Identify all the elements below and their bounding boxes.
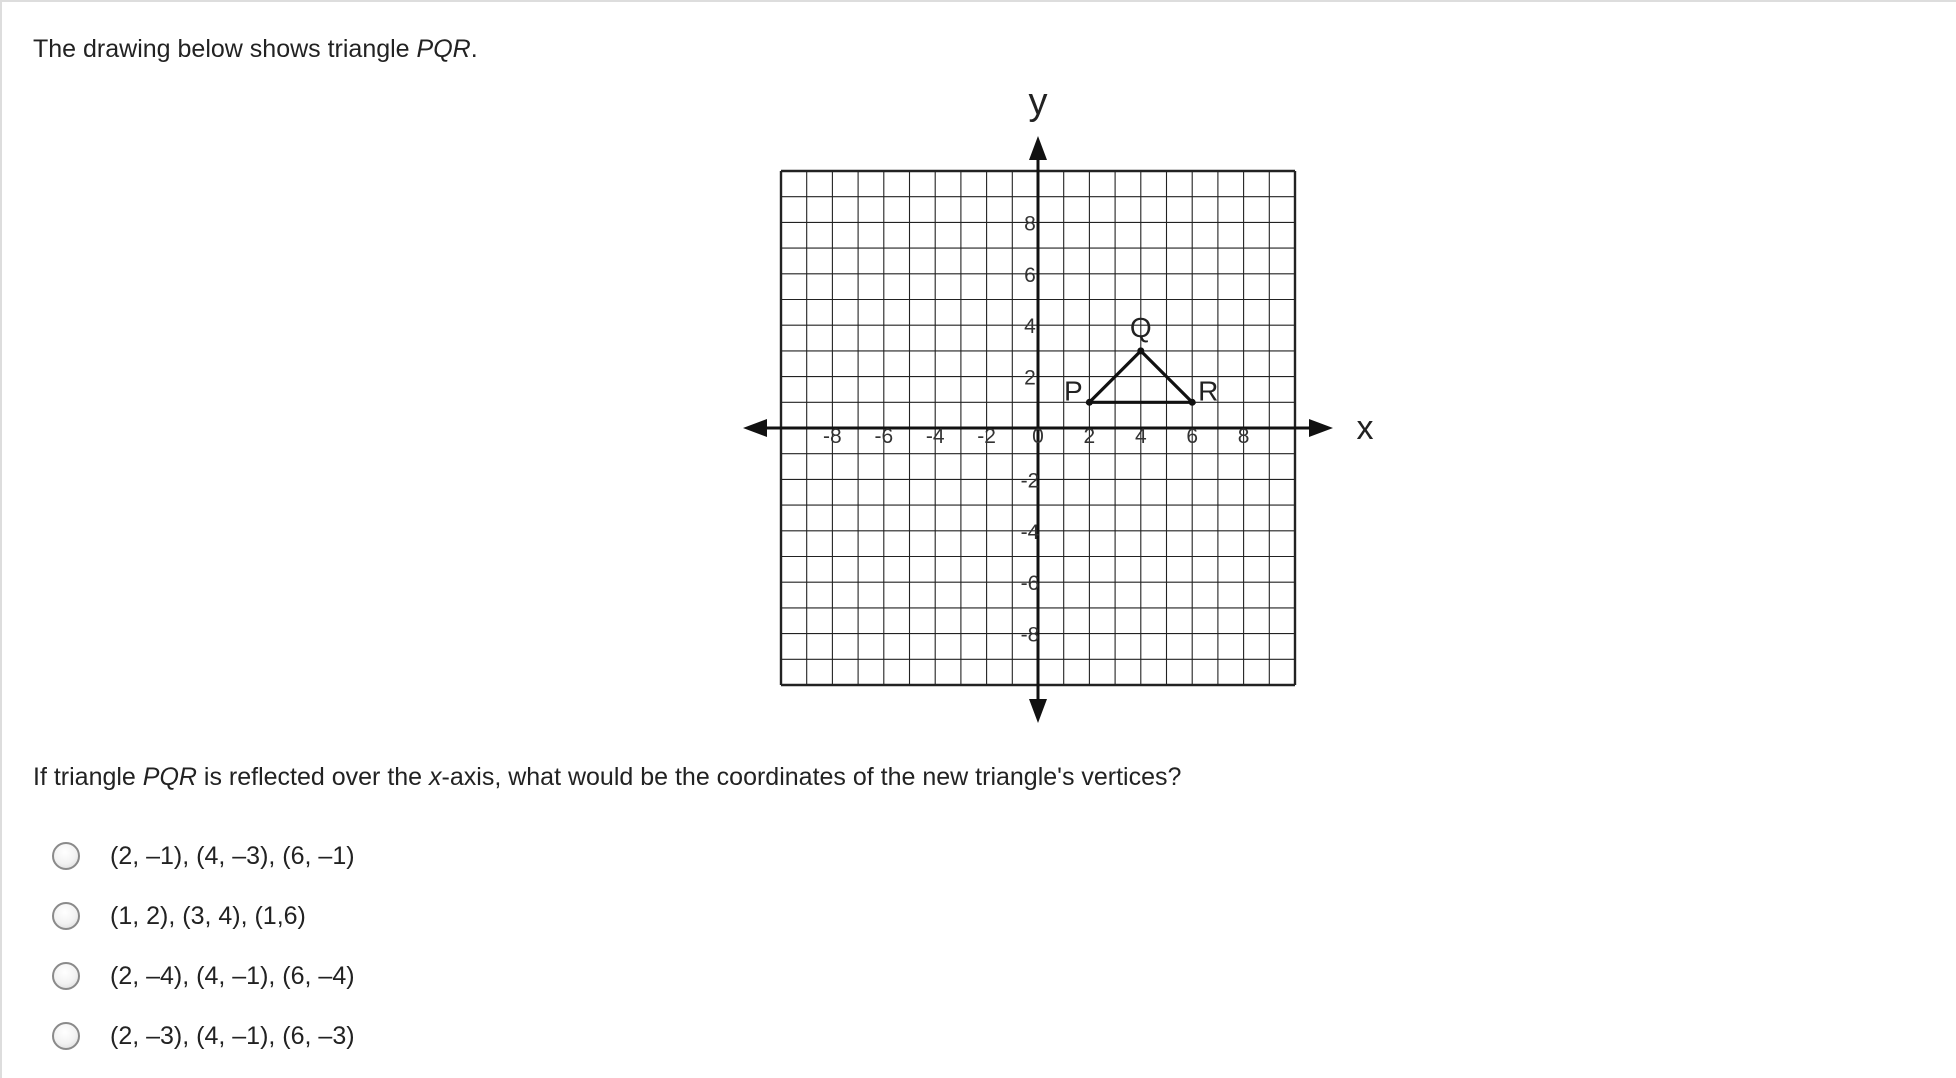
answer-option-label: (2, –3), (4, –1), (6, –3)	[110, 1022, 355, 1050]
x-tick-label: 8	[1237, 425, 1250, 448]
question-axis-name: x	[429, 763, 442, 791]
x-tick-label: 0	[1032, 425, 1044, 448]
x-tick-label: -8	[823, 425, 842, 448]
answer-option-label: (2, –1), (4, –3), (6, –1)	[110, 842, 355, 870]
x-tick-label: 2	[1083, 425, 1096, 448]
y-axis-up-arrow-icon	[1029, 136, 1047, 160]
question-part2: is reflected over the	[196, 763, 430, 791]
x-axis-left-arrow-icon	[743, 419, 767, 437]
answer-options	[52, 826, 355, 1066]
radio-button-1[interactable]	[52, 842, 80, 870]
question-text	[33, 760, 1181, 794]
y-tick-label: -4	[1020, 520, 1040, 544]
question-part3: -axis, what would be the coordinates of the new triangle's vertices?	[441, 763, 1182, 791]
x-tick-label: -6	[874, 425, 894, 448]
vertex-label-r: R	[1198, 375, 1219, 407]
answer-option-1[interactable]	[52, 826, 355, 886]
y-tick-label: 2	[1024, 366, 1036, 390]
vertex-label-p: P	[1064, 375, 1083, 407]
question-triangle-name: PQR	[142, 763, 197, 791]
vertex-point-p	[1086, 399, 1093, 406]
x-tick-label: -4	[925, 425, 945, 448]
y-axis-label: y	[1028, 81, 1048, 123]
x-tick-label: 6	[1186, 425, 1199, 448]
radio-button-3[interactable]	[52, 962, 80, 990]
answer-option-3[interactable]	[52, 946, 355, 1006]
y-tick-label: -6	[1020, 572, 1040, 596]
answer-option-label: (1, 2), (3, 4), (1,6)	[110, 902, 306, 930]
prompt-before: The drawing below shows triangle	[33, 35, 417, 63]
answer-option-2[interactable]	[52, 886, 355, 946]
y-tick-label: 4	[1024, 315, 1036, 339]
tick-labels	[823, 212, 1249, 646]
vertex-point-r	[1189, 399, 1196, 406]
question-part1: If triangle	[33, 763, 143, 791]
radio-button-4[interactable]	[52, 1022, 80, 1050]
y-tick-label: -8	[1020, 623, 1040, 647]
y-tick-label: 8	[1024, 212, 1036, 236]
x-tick-label: 4	[1134, 425, 1147, 448]
y-axis-down-arrow-icon	[1029, 699, 1047, 723]
y-tick-label: 6	[1024, 263, 1036, 287]
y-tick-label: -2	[1020, 469, 1040, 493]
vertex-label-q: Q	[1129, 311, 1152, 343]
radio-button-2[interactable]	[52, 902, 80, 930]
answer-option-4[interactable]	[52, 1006, 355, 1066]
vertex-point-q	[1137, 347, 1144, 354]
prompt-after: .	[470, 35, 478, 63]
x-tick-label: -2	[977, 425, 996, 448]
prompt-triangle-name: PQR	[416, 35, 471, 63]
x-axis-label: x	[1356, 409, 1374, 447]
answer-option-label: (2, –4), (4, –1), (6, –4)	[110, 962, 355, 990]
x-axis-right-arrow-icon	[1309, 419, 1333, 437]
